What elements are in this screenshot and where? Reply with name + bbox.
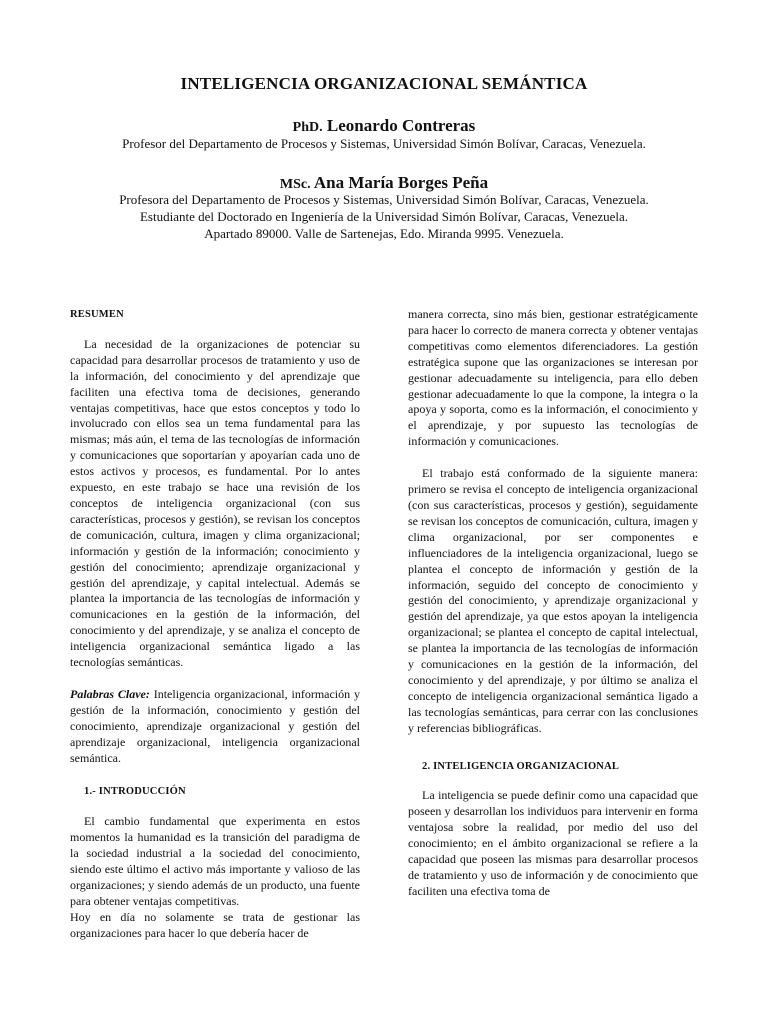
structure-paragraph: El trabajo está conformado de la siguiente manera: primero se revisa el concepto de inteligencia organizacional (con sus características, procesos y gestión), seguidamente se revisan los conceptos de comunicación, cultura, imagen y clima organizacional, por ser componentes e influenciadores de la inteligencia organizacional, luego se plantea el concepto de información y gestión de la información, seguido del concepto de conocimiento y gestión del conocimiento, y aprendizaje organizacional y gestión del aprendizaje, ya que estos apoyan la inteligencia organizacional; se plantea el concepto de capital intelectual, se plantea la importancia de las tecnologías de información y comunicaciones en la gestión de la información, del conocimiento y del aprendizaje, y por último se analiza el concepto de inteligencia organizacional semántica ligado a las tecnologías semánticas, para cerrar con las conclusiones y referencias bibliográficas. <box>408 466 698 735</box>
section-2-heading: 2. INTELIGENCIA ORGANIZACIONAL <box>422 760 620 772</box>
author-1-degree: PhD. <box>292 120 323 135</box>
continuation-paragraph: manera correcta, sino más bien, gestionar estratégicamente para hacer lo correcto de manera correcta y obtener ventajas competitivas como elementos diferenciadores. La gestión estratégica supone que las organizaciones se interesan por gestionar adecuadamente su inteligencia, para ello deben gestionar adecuadamente lo que la compone, la integra o la apoya y soporta, como es la información, el conocimiento y el aprendizaje, y por supuesto las tecnologías de información y comunicaciones. <box>408 307 698 449</box>
keywords-paragraph <box>70 687 360 767</box>
intro-heading: 1.- INTRODUCCIÓN <box>84 786 186 798</box>
paper-title: INTELIGENCIA ORGANIZACIONAL SEMÁNTICA <box>180 74 588 93</box>
affiliation-line: Profesora del Departamento de Procesos y Sistemas, Universidad Simón Bolívar, Caracas, Venezuela. <box>119 192 649 207</box>
affiliation-line: Apartado 89000. Valle de Sartenejas, Edo. Miranda 9995. Venezuela. <box>204 226 564 241</box>
left-column <box>70 307 360 942</box>
author-2-affiliation <box>0 191 768 242</box>
keywords-label: Palabras Clave: <box>70 686 150 701</box>
keywords-text: Inteligencia organizacional, información y gestión de la información, conocimiento y gestión del conocimiento, aprendizaje organizacional y gestión del aprendizaje organizacional, inteligencia organizacional semántica. <box>70 686 360 765</box>
resumen-body: La necesidad de la organizaciones de potenciar su capacidad para desarrollar procesos de tratamiento y uso de la información, del conocimiento y del aprendizaje que faciliten una efectiva toma de decisiones, generando ventajas competitivas, hace que estos conceptos y todo lo involucrado con ellos sea un tema fundamental para las mismas; más aún, el tema de las tecnologías de información y comunicaciones que soportarían y apoyarían cada uno de estos activos y procesos, es fundamental. Por lo antes expuesto, en este trabajo se hace una revisión de los conceptos de inteligencia organizacional (con sus características, procesos y gestión), se revisan los conceptos de comunicación, cultura, imagen y clima organizacional; información y gestión de la información; conocimiento y gestión del conocimiento; aprendizaje organizacional y gestión del aprendizaje, y capital intelectual. Además se plantea la importancia de las tecnologías de información y comunicaciones en la gestión de la información, del conocimiento y del aprendizaje, y se analiza el concepto de inteligencia organizacional semántica ligado a las tecnologías semánticas. <box>70 336 360 670</box>
section-2-body: La inteligencia se puede definir como una capacidad que poseen y desarrollan los individuos para intervenir en forma ventajosa sobre la realidad, por medio del uso del conocimiento; en el ámbito organizacional se refiere a la capacidad que poseen las mismas para desarrollar procesos de tratamiento y uso de información y de conocimiento que faciliten una efectiva toma de <box>408 788 698 898</box>
author-2-degree: MSc. <box>279 177 311 192</box>
author-1 <box>0 116 768 136</box>
author-1-affiliation <box>0 135 768 152</box>
intro-paragraph-2: Hoy en día no solamente se trata de gestionar las organizaciones para hacer lo que debería hacer de <box>70 909 360 940</box>
intro-paragraph-1: El cambio fundamental que experimenta en estos momentos la humanidad es la transición del paradigma de la sociedad industrial a la sociedad del conocimiento, siendo este último el activo más importante y valioso de las organizaciones; y siendo además de un producto, una fuente para obtener ventajas competitivas. <box>70 814 360 908</box>
resumen-heading: RESUMEN <box>70 309 124 320</box>
author-2-name: Ana María Borges Peña <box>313 173 489 192</box>
author-1-name: Leonardo Contreras <box>326 116 476 135</box>
author-2 <box>0 173 768 193</box>
right-column <box>408 307 698 900</box>
affiliation-line: Estudiante del Doctorado en Ingeniería de la Universidad Simón Bolívar, Caracas, Venezuela. <box>139 209 629 224</box>
affiliation-line: Profesor del Departamento de Procesos y Sistemas, Universidad Simón Bolívar, Caracas, Venezuela. <box>122 136 646 151</box>
